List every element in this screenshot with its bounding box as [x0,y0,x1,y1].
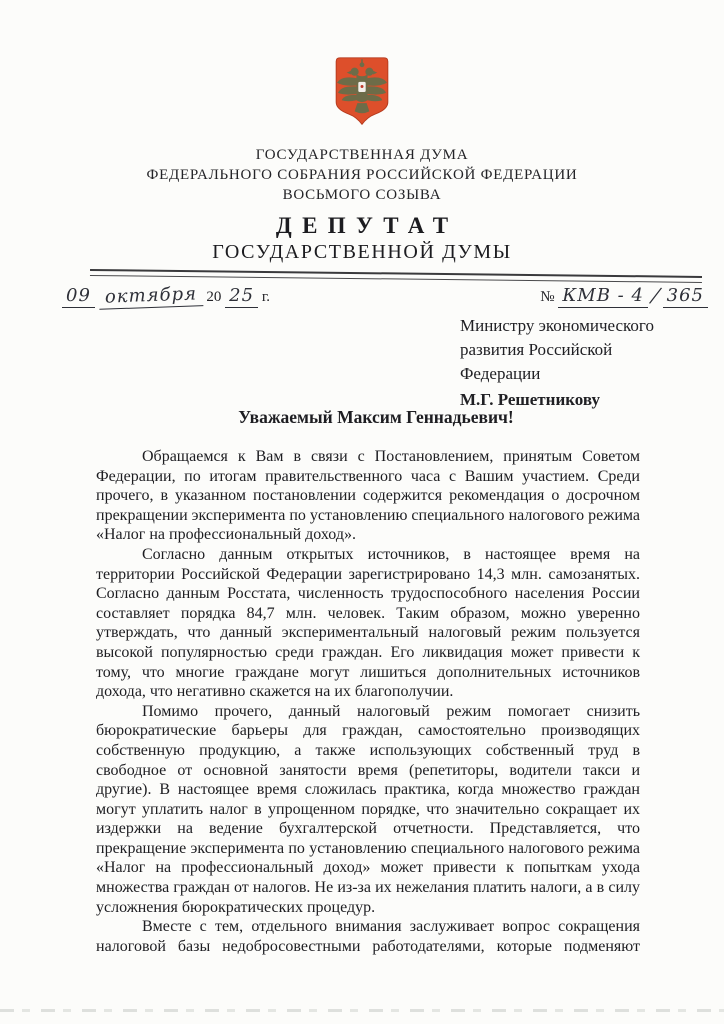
org-line-1: ГОСУДАРСТВЕННАЯ ДУМА [255,147,469,163]
org-line-3: ВОСЬМОГО СОЗЫВА [282,187,442,203]
russian-coat-of-arms-icon [325,56,399,133]
outgoing-number-field [540,280,708,311]
date-century-printed: 20 [206,289,222,305]
body-paragraph-1: Обращаемся к Вам в связи с Постановлением, принятым Советом Федерации, по итогам правительственного часа с Вашим участием. Среди прочего, в указанном постановлении содержится рекомендация о досрочном прекращении эксперимента по установлению специального налогового режима «Налог на профессиональный доход». [96,448,640,544]
date-month-handwritten: октября [98,283,203,310]
addressee-line-2: развития Российской [460,340,613,359]
date-field [62,285,270,308]
addressee-block [460,314,712,412]
role-subtitle: ГОСУДАРСТВЕННОЙ ДУМЫ [212,241,512,263]
letter-body [96,447,640,956]
addressee-line-1: Министру экономического [460,316,654,335]
date-suffix-printed: г. [261,289,271,305]
date-day-handwritten: 09 [62,285,95,308]
body-paragraph-2: Согласно данным открытых источников, в настоящее время на территории Российской Федерации зарегистрировано 14,3 млн. самозанятых. Согласно данным Росстата, численность трудоспособного населения России составляет порядка 84,7 млн. человек. Таким образом, можно уверенно утверждать, что данный экспериментальный налоговый режим пользуется высокой популярностью среди граждан. Его ликвидация может привести к тому, что многие граждане могут лишиться дополнительных источников дохода, что негативно скажется на их благополучии. [96,545,640,701]
number-sign: № [540,289,555,305]
letterhead [0,56,724,264]
number-slash-handwritten: / [648,280,661,311]
date-year-handwritten: 25 [225,285,258,308]
org-name [0,145,724,205]
number-part2-handwritten: 365 [663,285,708,308]
reference-row [62,280,708,311]
number-part1-handwritten: КМВ - 4 [558,285,648,308]
addressee-line-3: Федерации [460,364,541,383]
body-paragraph-4: Вместе с тем, отдельного внимания заслуживает вопрос сокращения налоговой базы недобросовестными работодателями, которые подменяют [96,918,640,955]
body-paragraph-3: Помимо прочего, данный налоговый режим помогает снизить бюрократические барьеры для граждан, самостоятельно производящих собственную продукцию, а также использующих собственный труд в свободное от основной занятости время (репетиторы, водители такси и другие). В настоящее время сложилась практика, когда множество граждан могут уплатить налог в упрощенном порядке, что значительно сокращает их издержки на ведение бухгалтерской отчетности. Представляется, что прекращение эксперимента по установлению специального налогового режима «Налог на профессиональный доход» может привести к попыткам ухода множества граждан от налогов. Не из-за их нежелания платить налоги, а в силу усложнения бюрократических процедур. [96,702,640,916]
scan-artifact-line [0,1009,724,1012]
addressee-name: М.Г. Решетникову [460,390,600,409]
letterhead-divider-rule [90,269,702,283]
org-line-2: ФЕДЕРАЛЬНОГО СОБРАНИЯ РОССИЙСКОЙ ФЕДЕРАЦИИ [146,167,578,183]
salutation: Уважаемый Максим Геннадьевич! [238,407,514,427]
role-title: ДЕПУТАТ [275,213,459,238]
